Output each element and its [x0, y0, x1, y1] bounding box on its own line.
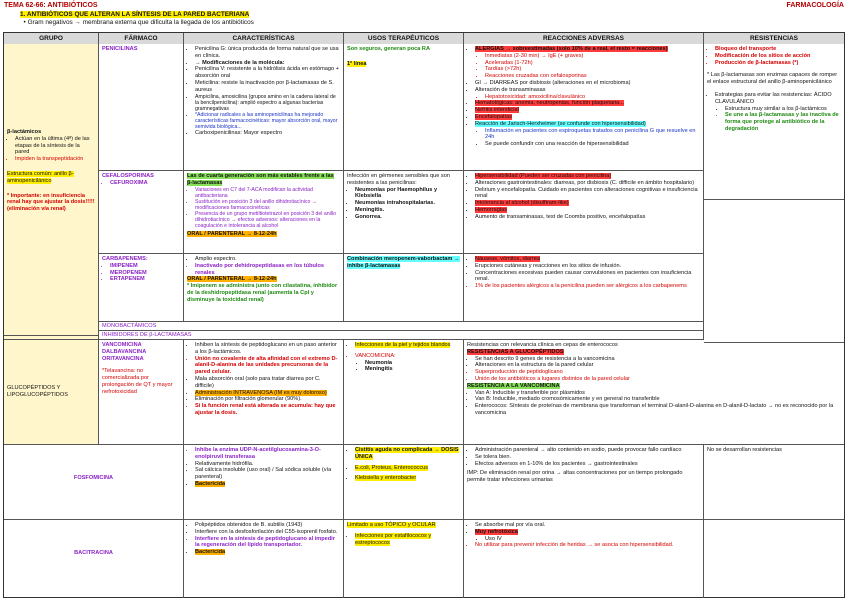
baci-use: Limitado a uso TÓPICO y OCULAR: [347, 522, 436, 528]
drug-sub: • MEROPENEM: [110, 270, 180, 277]
fosfo-char: • Sal cálcica insoluble (uso oral) / Sal sódica soluble (vía parenteral): [195, 467, 340, 481]
pen-characteristics: [184, 44, 344, 171]
carb-adverse: [464, 254, 704, 322]
pen-char: • Meticilina: resiste la inactivación por β-lactamasas de S. aureus: [195, 80, 340, 94]
pen-adv: Nefritis intersticial: [475, 107, 519, 114]
cef-resist: [704, 200, 844, 343]
pen-uses: [344, 44, 464, 171]
glyco-uses: [344, 340, 464, 445]
drug-sub: • CEFUROXIMA: [110, 180, 180, 187]
baci-characteristics: [184, 520, 344, 598]
group-title: GLUCOPÉPTIDOS Y LIPOGLUCOPÉPTIDOS: [7, 385, 68, 398]
carb-characteristics: [184, 254, 344, 322]
carb-adv: • Concentraciones excesivas pueden causar convulsiones en pacientes con insuficiencia renal.: [475, 270, 700, 284]
baci-char: • Interfiere con la desfosforilación del C55-isoprenil fosfato.: [195, 529, 340, 536]
row-monobactams: [99, 322, 704, 331]
pen-adv: • Reacciones cruzadas con cefalosporinas: [485, 73, 700, 80]
pen-char: • Penicilina V: resistente a la hidrólisis ácida en estómago + absorción oral: [195, 66, 340, 80]
cef-char: • Variaciones en C7 del 7-ACA modifican la actividad antibacteriana: [195, 187, 340, 199]
fosfo-uses: [344, 445, 464, 520]
cef-use: • Neumonías intrahospitalarias.: [355, 200, 460, 207]
fosfo-char: • Relativamente hidrófila.: [195, 461, 340, 468]
baci-adverse: [464, 520, 704, 598]
drug-name: VANCOMICINA DALBAVANCINA ORITAVANCINA: [102, 342, 147, 362]
cef-adv: Intolerancia al alcohol (disulfiram-like): [475, 200, 569, 207]
pen-adv: • Tardías (>72h): [485, 66, 700, 73]
baci-adv: • Se absorbe mal por vía oral.: [475, 522, 700, 529]
glyco-adv: • Se han descrito 9 genes de resistencia a la vancomicina: [475, 356, 841, 363]
pen-char: • → Modificaciones de la molécula:: [195, 60, 340, 67]
drug-cefalosporinas: [99, 171, 184, 254]
carb-adv: Náuseas, vómitos, diarrea: [475, 256, 540, 262]
pen-resist: [704, 44, 844, 200]
fosfo-adv: • Se tolera bien.: [475, 454, 700, 461]
drug-name: CARBAPENEMS:: [102, 256, 148, 262]
cef-adv: • Aumento de transaminasas, test de Coombs positivo, encefalopatías: [475, 214, 700, 221]
fosfo-use: Klebsiella y enterobacter: [355, 475, 417, 482]
glyco-adv: • Van A: Inducible y transferible por plásmidos: [475, 390, 841, 397]
carb-char: * Imipenem se administra junto con cilastatina, inhibidor de la deshidropeptidasa renal (aumenta la Cpl y disminuye la toxicidad renal): [187, 283, 338, 303]
pen-adv: Hematológicas: anemia, neutropenias, función plaquetaria...: [475, 100, 624, 107]
drug-bacitracina: [4, 520, 184, 598]
pen-adv: • Alteración de transaminasas: [475, 87, 700, 94]
pen-use: Son seguros, generan poca RA: [347, 46, 430, 52]
baci-resist: [704, 520, 844, 598]
pen-adv: • Se puede confundir con una reacción de hipersensibilidad: [485, 141, 700, 148]
fosfo-char: • Inhibe la enzima UDP-N-acetilglucosamina-3-O-enolpiruvil transferasa: [195, 447, 340, 461]
carb-adv: • Erupciones cutáneas y reacciones en los sitios de infusión.: [475, 263, 700, 270]
group-title: β-lactámicos: [7, 129, 42, 135]
glyco-use: • VANCOMICINA:: [355, 353, 460, 360]
fosfo-use: Cistitis aguda no complicada → DOSIS ÚNICA: [355, 447, 459, 460]
glyco-adv: • Superproducción de peptidoglicano: [475, 369, 841, 376]
section-heading: 1. ANTIBIÓTICOS QUE ALTERAN LA SÍNTESIS DE LA PARED BACTERIANA • Gram negativos → membrana externa que dificulta la llegada de los antibióticos: [20, 11, 254, 26]
drug-sub: • IMIPENEM: [110, 263, 180, 270]
pen-char: • Carboxipenicilinas: Mayor espectro: [195, 130, 340, 137]
group-item: Impiden la transpeptidación: [15, 156, 84, 163]
baci-char: Bactericida: [195, 549, 226, 556]
group-note: * Importante: en insuficiencia renal hay que ajustar la dosis!!!!! (eliminación vía renal): [7, 192, 95, 213]
pen-adv: • Aceleradas (1-72h): [485, 60, 700, 67]
antibiotics-table: [3, 32, 845, 598]
group-structure: Estructura común: anillo β-aminopenicilánico: [7, 170, 74, 184]
resist-item: • Estructura muy similar a los β-lactámicos: [725, 106, 841, 113]
glyco-char: • Eliminación por filtración glomerular (90%).: [195, 396, 340, 403]
section-title: 1. ANTIBIÓTICOS QUE ALTERAN LA SÍNTESIS DE LA PARED BACTERIANA: [20, 11, 250, 18]
fosfo-use: E.coli, Proteus, Enterococcus: [355, 464, 429, 471]
pen-char: • Penicilina G: única producida de forma natural que se usa en clínica.: [195, 46, 340, 60]
drug-name: PENICILINAS: [102, 46, 138, 52]
pen-adv: • GI → DIARREAS por disbiosis (alteraciones en el microbioma): [475, 80, 700, 87]
glyco-adv: RESISTENCIAS A GLUCOPÉPTIDOS: [467, 348, 564, 355]
cef-char: Las de cuarta generación son más estables frente a las β-lactamasas: [187, 173, 334, 186]
group-betalactam: [4, 44, 99, 336]
pen-adv: ALERGIAS → sobreestimadas (solo 10% de a real, el resto = reacciones): [475, 46, 668, 52]
drug-carbapenems: [99, 254, 184, 322]
drug-sub: • ERTAPENEM: [110, 276, 180, 283]
col-header-resistencias: RESISTENCIAS: [704, 33, 844, 44]
cef-adverse: [464, 171, 704, 254]
drug-penicilinas: [99, 44, 184, 171]
pen-adverse: [464, 44, 704, 171]
fosfo-char: Bactericida: [195, 480, 226, 487]
drug-name: BACITRACINA: [74, 550, 113, 556]
cef-uses: [344, 171, 464, 254]
carb-uses: [344, 254, 464, 322]
pen-char: • Ampicilina, amoxicilina (grupos amino en la cadena lateral de la bencilpenicilina): amplió espectro a algunas bacterias gramnegativas: [195, 94, 340, 112]
glyco-adv: • Unión de los antibióticos a lugares distintos de la pared celular: [475, 376, 841, 383]
cef-adv: • Delirium y encefalopatía. Cuidado en pacientes con alteraciones cognitivas e insuficiencia renal: [475, 187, 700, 201]
pen-adv: • Hepatotoxicidad: amoxicilina/clavulánico: [485, 94, 700, 101]
cef-char: • Sustitución en posición 3 del anillo dihidrotiacínico → modificaciones farmacocinéticas: [195, 199, 340, 211]
pen-char: • *Adicionar radicales a las aminopenicilinas ha mejorado características farmacocinéticas: mayor absorción oral, mayor semivida biológica...: [195, 112, 340, 130]
col-header-grupo: GRUPO: [4, 33, 99, 44]
fosfo-adv: • Efectos adversos en 1-10% de los pacientes → gastrointestinales: [475, 461, 700, 468]
glyco-char: • Mala absorción oral (solo para tratar diarrea por C. difficile): [195, 376, 340, 390]
cef-use: • Neumonías por Haemophilus y Klebsiella: [355, 187, 460, 201]
glyco-use: • Meningitis: [365, 366, 460, 373]
cef-characteristics: [184, 171, 344, 254]
drug-fosfomicina: [4, 445, 184, 520]
drug-note: *Telavancina: no comercializada por prolongación de QT y mayor nefrotoxicidad: [102, 368, 173, 395]
cef-adv: Hemorragias: [475, 206, 508, 213]
baci-adv: Muy nefrotóxica: [475, 528, 518, 535]
glyco-adv: • Enterococos: Síntesis de proteínas de membrana que transforman el terminal D-alanil-D-alanina en D-alanil-D-lactato → no es reconocido por la vancomicina: [475, 403, 841, 417]
drug-vancomicina: [99, 340, 184, 445]
pen-adv: Reacción de Jarisch-Herxheimer (se confunde con hipersensibilidad): [475, 120, 646, 127]
carb-char: ORAL / PARENTERAL → 8-12-24h: [187, 276, 277, 283]
glyco-adv: Resistencias con relevancia clínica en cepas de enterococos: [467, 342, 618, 348]
cef-adv: • Alteraciones gastrointestinales: diarreas, por disbiosis (C. difficile en ámbito hospitalario): [475, 180, 700, 187]
glyco-adv: • Van B: Inducible, mediado cromosómicamente y en general no transferible: [475, 396, 841, 403]
carb-char: • Amplio espectro.: [195, 256, 340, 263]
row-inhibitors: [99, 331, 704, 340]
group-item: Actúan en la última (4ª) de las etapas de la síntesis de la pared: [15, 135, 90, 156]
drug-name: FOSFOMICINA: [73, 475, 114, 481]
resist-item: • Bloqueo del transporte: [715, 46, 841, 53]
fosfo-characteristics: [184, 445, 344, 520]
pen-adv: • Inflamación en pacientes con espiroquetas tratados con penicilina G que resuelve en 24h: [485, 128, 700, 142]
glyco-characteristics: [184, 340, 344, 445]
glyco-adv: RESISTENCIA A LA VANCOMICINA: [467, 382, 560, 389]
glyco-use: Infecciones de la piel y tejidos blandos: [355, 342, 451, 348]
glyco-char: Administración INTRAVENOSA (IM es muy doloroso): [195, 389, 327, 396]
carb-use: Combinación meropenem-vaborbactam → inhibe β-lactamasas: [347, 256, 460, 269]
cef-char: ORAL / PARENTERAL → 8-12-24h: [187, 230, 277, 237]
col-header-usos: USOS TERAPÉUTICOS: [344, 33, 464, 44]
subject-title: FARMACOLOGÍA: [786, 2, 844, 9]
cef-adv: Hipersensibilidad (Pueden ser cruzadas con penicilina): [475, 173, 612, 179]
carb-adv: • 1% de los pacientes alérgicos a la penicilina pueden ser alérgicos a los carbapenems: [475, 283, 700, 290]
cef-use: Infección en gérmenes sensibles que son resistentes a las penicilinas:: [347, 173, 450, 186]
pen-adv: • Inmediatas (2-30 min) → IgE (+ graves): [485, 53, 700, 60]
col-header-reacciones: REACCIONES ADVERSAS: [464, 33, 704, 44]
col-header-caracteristicas: CARACTERÍSTICAS: [184, 33, 344, 44]
baci-use: Infecciones por estafilococos y estreptococos: [355, 532, 432, 546]
glyco-use: • Neumonía: [365, 360, 460, 367]
fosfo-adv: • Administración parenteral → alto contenido en sodio, puede provocar fallo cardíaco: [475, 447, 700, 454]
cef-use: • Gonorrea.: [355, 214, 460, 221]
resist-strategy: Estrategias para evitar las resistencias: ÁCIDO CLAVULÁNICO: [715, 91, 832, 105]
resist-item: • Se une a las β-lactamasas y las inactiva de forma que protege al antibiótico de la degradación: [725, 112, 841, 132]
glyco-adverse-resist: [464, 340, 844, 445]
resist-note: * Las β-lactamasas son enzimas capaces de romper el enlace estructural del anillo β-aminopenicilánico: [707, 72, 838, 86]
glyco-char: • Si la función renal está alterada se acumula: hay que ajustar la dosis.: [195, 403, 340, 417]
cef-char: • Presencia de un grupo metiltiotetrazol en posición 3 del anillo dihidrotiacínico → efectos adversos: alteraciones en la coagulación e intolerancia al alcohol: [195, 211, 340, 229]
topic-title: TEMA 62-66: ANTIBIÓTICOS: [4, 2, 98, 9]
baci-char: • Polipéptidos obtenidos de B. subtilis (1943): [195, 522, 340, 529]
drug-name: MONOBACTÁMICOS: [102, 323, 157, 329]
carb-char: • Inactivado por dehidropeptidasas en los túbulos renales: [195, 263, 340, 277]
resist-item: • Producción de β-lactamasas (*): [715, 60, 841, 67]
resist-item: No se desarrollan resistencias: [707, 447, 782, 453]
col-header-farmaco: FÁRMACO: [99, 33, 184, 44]
glyco-char: • Unión no covalente de alta afinidad con el extremo D-alanil-D-alanina de las unidades precursoras de la pared celular.: [195, 356, 340, 376]
glyco-adv: • Alteraciones en la estructura de la pared celular: [475, 362, 841, 369]
section-subtitle: Gram negativos → membrana externa que dificulta la llegada de los antibióticos: [27, 19, 254, 26]
baci-adv: • Uso IV: [485, 536, 700, 543]
fosfo-adv: IMP: De eliminación renal por orina → altas concentraciones por un tiempo prolongado permite tratar infecciones urinarias: [467, 470, 683, 484]
pen-adv: Encefalopatías: [475, 113, 513, 120]
fosfo-resist: [704, 445, 844, 520]
fosfo-adverse: [464, 445, 704, 520]
cef-use: • Meningitis.: [355, 207, 460, 214]
pen-use: 1ª línea: [347, 60, 367, 67]
group-glyco: [4, 340, 99, 445]
baci-adv: • No utilizar para prevenir infección de heridas → se asocia con hipersensibilidad.: [475, 542, 700, 549]
baci-uses: [344, 520, 464, 598]
resist-item: • Modificación de los sitios de acción: [715, 53, 841, 60]
glyco-char: • Inhiben la síntesis de peptidoglucano en un paso anterior a los β-lactámicos.: [195, 342, 340, 356]
drug-name: CEFALOSPORINAS: [102, 173, 154, 179]
baci-char: • Interfiere en la síntesis de peptidoglucano al impedir la regeneración del lípido transportador.: [195, 536, 340, 550]
drug-name: INHIBIDORES DE β-LACTAMASAS: [102, 332, 192, 338]
